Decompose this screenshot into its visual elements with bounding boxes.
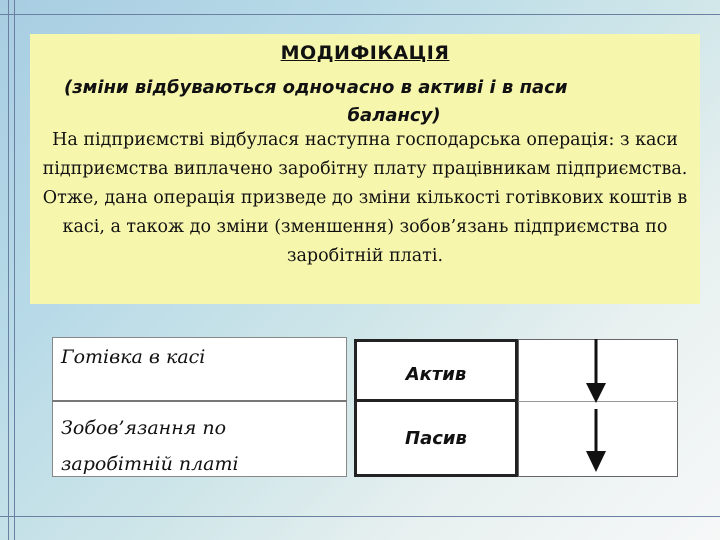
decorative-line [0, 516, 720, 517]
decorative-line [14, 0, 15, 540]
down-arrow-icon [586, 409, 606, 472]
text-panel [30, 34, 700, 304]
subtitle-line-1: (зміни відбуваються одночасно в активі і в паси [64, 77, 568, 98]
liability-label: Пасив [405, 428, 467, 449]
arrows-graphic [518, 339, 678, 479]
asset-label: Актив [405, 364, 467, 385]
cash-label: Готівка в касі [61, 346, 206, 368]
subtitle-line-2: балансу) [347, 105, 441, 126]
down-arrow-icon [586, 339, 606, 403]
page-title: МОДИФІКАЦІЯ [280, 42, 450, 64]
decorative-line [8, 0, 9, 540]
decorative-line [0, 14, 720, 15]
asset-cell [354, 339, 518, 402]
liability-cell [354, 402, 518, 477]
account-labels [52, 337, 347, 477]
row-divider [52, 400, 347, 402]
subtitle [64, 74, 700, 130]
liabilities-label: Зобов’язання по заробітній платі [61, 417, 239, 475]
description-paragraph: На підприємстві відбулася наступна господарська операція: з каси підприємства виплачено заробітну плату працівникам підприємства. Отже, дана операція призведе до зміни кількості готівкових коштів в касі, а також до зміни (зменшення) зобов’язань підприємства по заробітній платі. [42, 130, 688, 266]
